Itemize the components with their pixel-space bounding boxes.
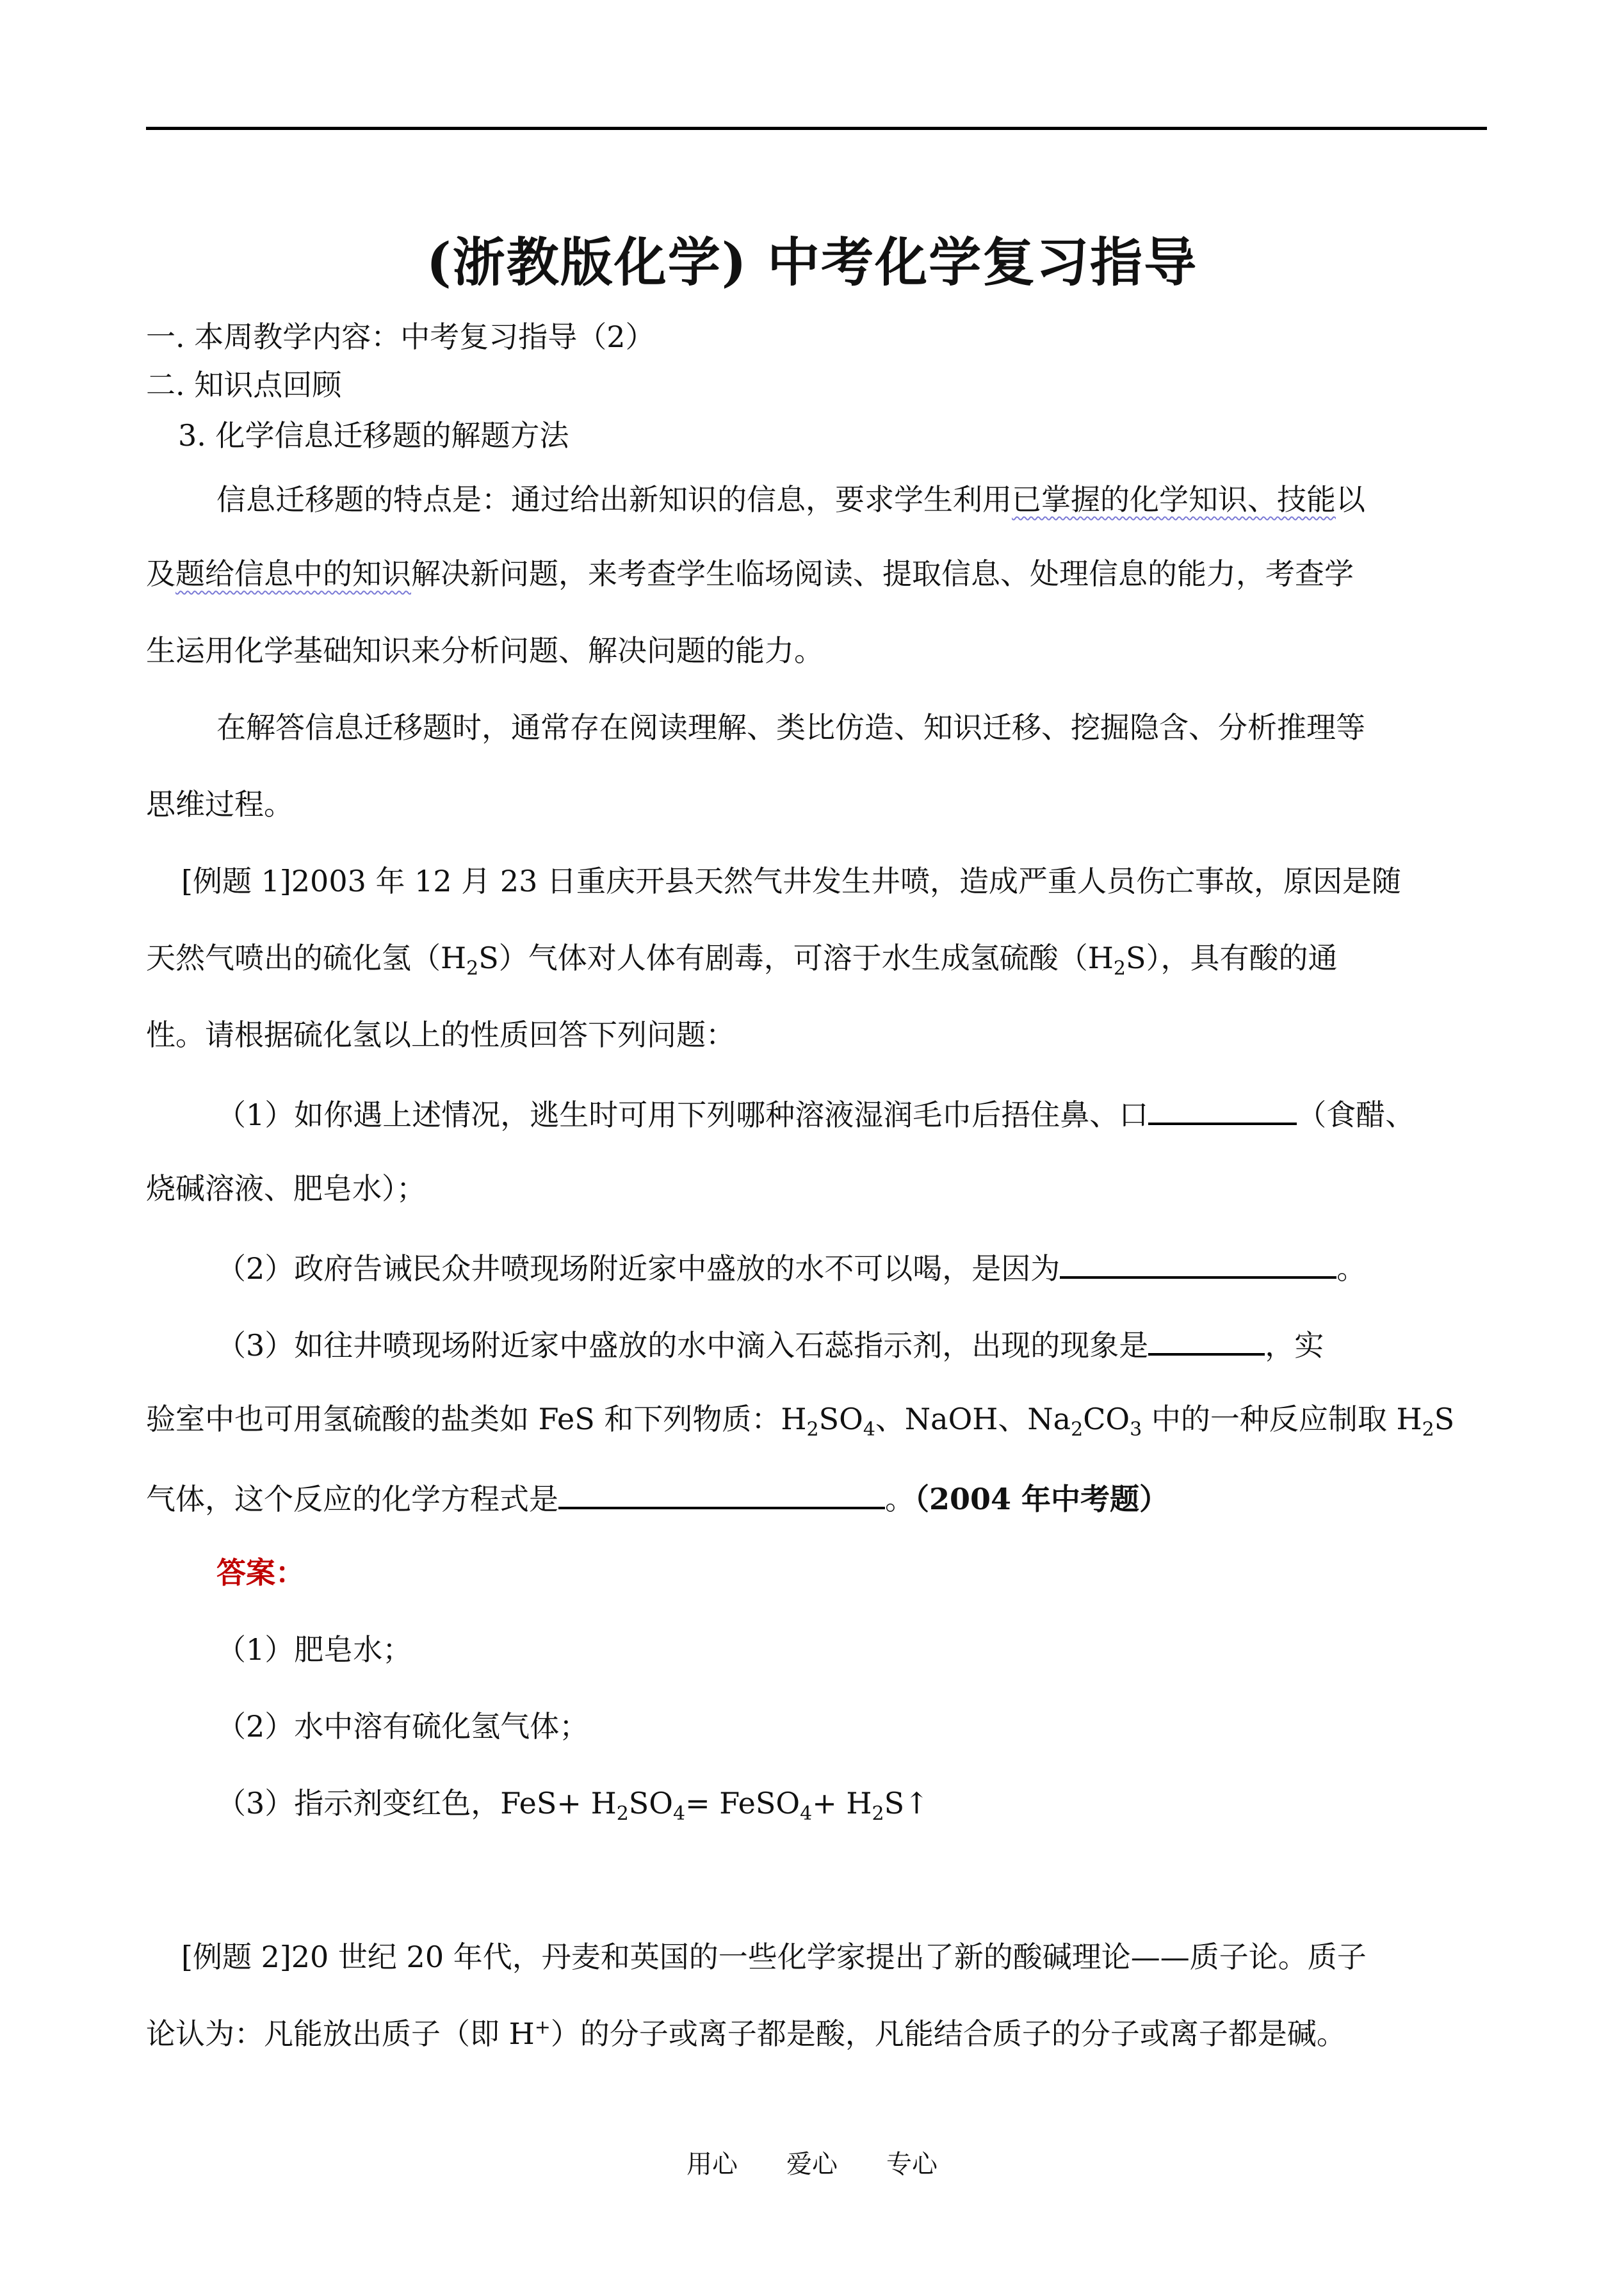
intro-paragraph2-line-2: 思维过程。 [146, 787, 293, 822]
example1-line-3: 性。请根据硫化氢以上的性质回答下列问题： [146, 1018, 735, 1052]
footer-word: 用心 [686, 2150, 738, 2179]
answer-blank-1[interactable] [1148, 1097, 1297, 1125]
answer-blank-3[interactable] [1148, 1327, 1265, 1356]
example2-line-1: [例题 2]20 世纪 20 年代，丹麦和英国的一些化学家提出了新的酸碱理论——质子论。质子 [181, 1940, 1367, 1974]
answer-blank-4[interactable] [558, 1481, 885, 1509]
question-1-line-1: （1）如你遇上述情况，逃生时可用下列哪种溶液湿润毛巾后捂住鼻、口 （食醋、 [216, 1098, 1415, 1132]
question-3-line-3: 气体，这个反应的化学方程式是 。（2004 年中考题） [146, 1482, 1169, 1516]
example1-line-2: 天然气喷出的硫化氢$(H_2S)$气体对人体有剧毒，可溶于水生成氢硫酸$(H_2S)$，具有酸的通 [146, 941, 1338, 980]
page-title: (浙教版化学) 中考化学复习指导 [426, 232, 1198, 293]
answer-heading: 答案： [216, 1555, 305, 1590]
footer-word: 专心 [886, 2150, 938, 2179]
answer-3: （3）指示剂变红色，$FeS+ H_2SO_4=$ FeSO$_4$+ $H_2S↑$ [216, 1786, 929, 1826]
source-note: （2004 年中考题） [914, 1482, 1169, 1516]
intro-paragraph-line-3: 生运用化学基础知识来分析问题、解决问题的能力。 [146, 633, 824, 668]
wavy-underline-phrase: 已掌握的化学知识、技能 [1012, 482, 1336, 517]
example1-line-1: [例题 1]2003 年 12 月 23 日重庆开县天然气井发生井喷，造成严重人员伤亡事故，原因是随 [181, 864, 1402, 898]
intro-paragraph-line-1: 信息迁移题的特点是：通过给出新知识的信息，要求学生利用已掌握的化学知识、技能以 [216, 482, 1365, 517]
footer-word: 爱心 [786, 2150, 838, 2179]
question-2: （2）政府告诫民众井喷现场附近家中盛放的水不可以喝，是因为 。 [216, 1251, 1367, 1286]
intro-paragraph-line-2: 及题给信息中的知识解决新问题，来考查学生临场阅读、提取信息、处理信息的能力，考查学 [146, 556, 1354, 591]
answer-blank-2[interactable] [1060, 1251, 1336, 1279]
page-footer [0, 2144, 1624, 2180]
outline-subitem-3: 3. 化学信息迁移题的解题方法 [178, 418, 569, 453]
example2-line-2: 论认为：凡能放出质子（即 H+）的分子或离子都是酸，凡能结合质子的分子或离子都是碱。 [146, 2016, 1346, 2051]
outline-item-1: 一. 本周教学内容：中考复习指导（2） [146, 320, 655, 354]
header-rule [146, 127, 1487, 130]
question-3-line-1: （3）如往井喷现场附近家中盛放的水中滴入石蕊指示剂，出现的现象是 ，实 [216, 1328, 1324, 1363]
intro-paragraph2-line-1: 在解答信息迁移题时，通常存在阅读理解、类比仿造、知识迁移、挖掘隐含、分析推理等 [216, 710, 1365, 745]
answer-1: （1）肥皂水； [216, 1632, 412, 1667]
question-3-line-2: 验室中也可用氢硫酸的盐类如 FeS 和下列物质：$H_2SO_4$、NaOH、$Na_2CO_3$ 中的一种反应制取 $H_2S$ [146, 1402, 1455, 1441]
answer-2: （2）水中溶有硫化氢气体； [216, 1709, 589, 1744]
outline-item-2: 二. 知识点回顾 [146, 368, 342, 402]
wavy-underline-phrase: 题给信息中的知识 [175, 556, 411, 591]
question-1-line-2: 烧碱溶液、肥皂水）； [146, 1171, 426, 1206]
